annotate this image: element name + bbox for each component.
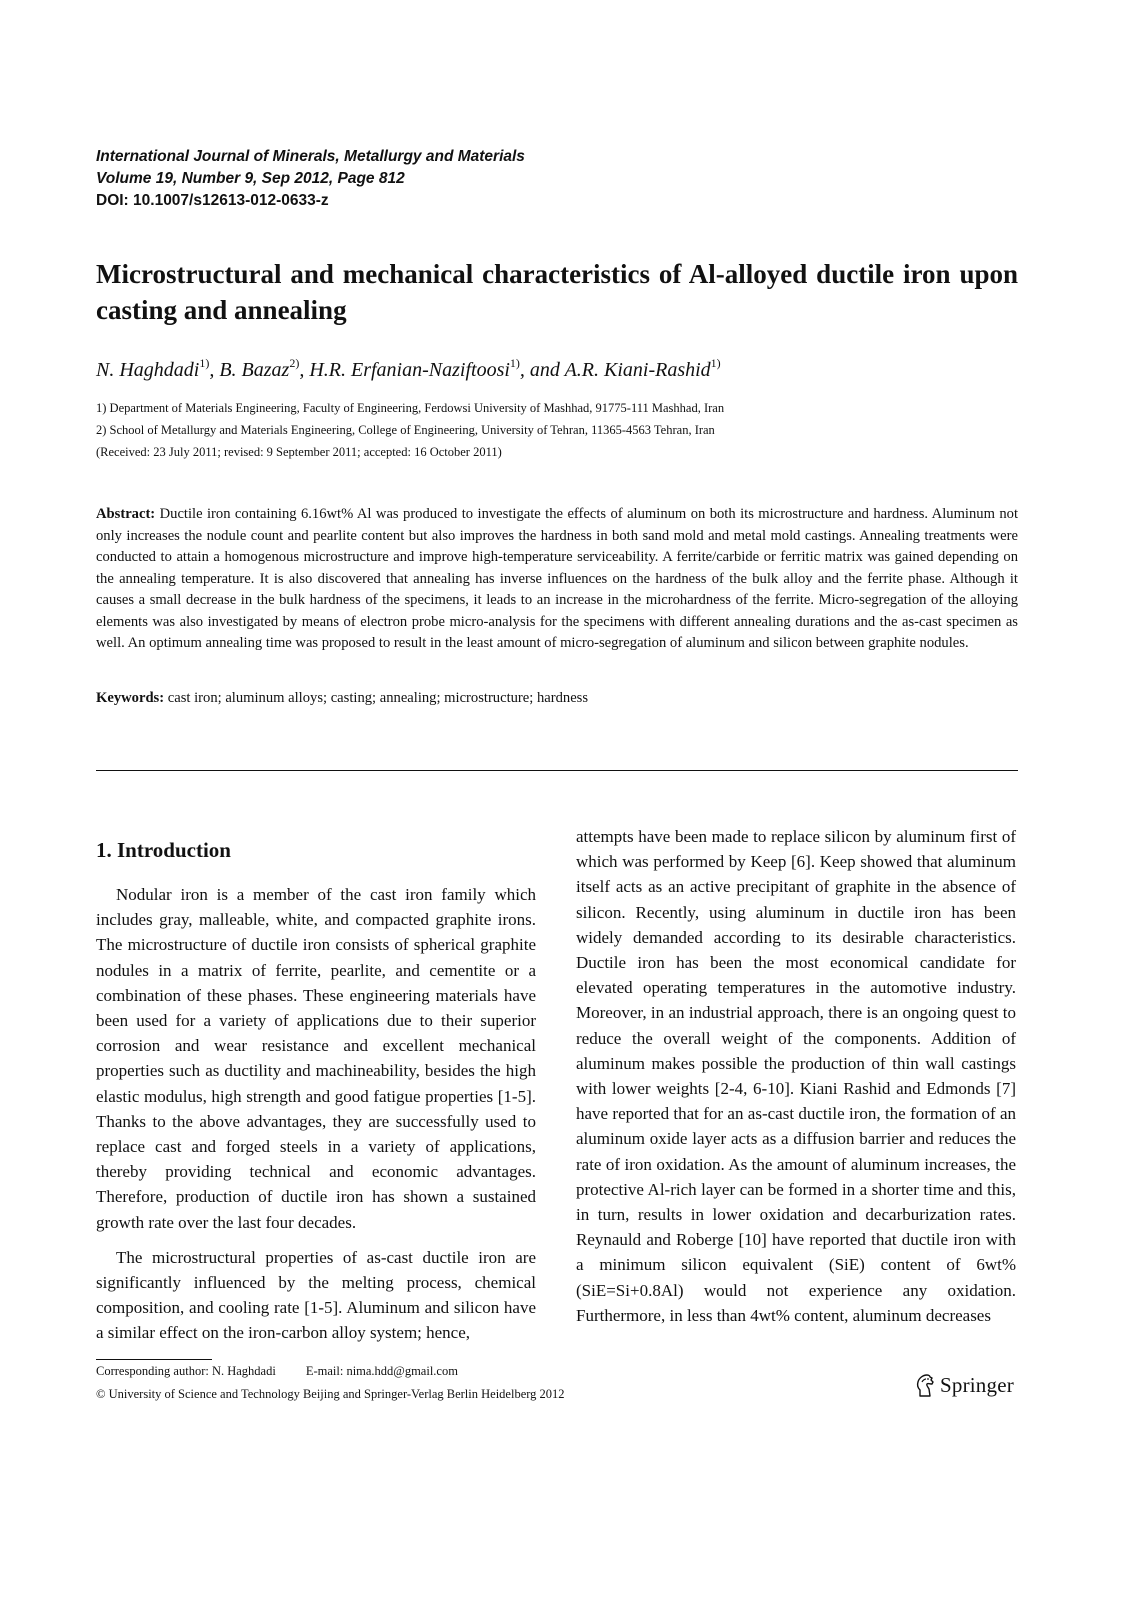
author-affil-mark: 1) <box>199 356 210 370</box>
journal-name: International Journal of Minerals, Metallurgy and Materials <box>96 148 525 165</box>
affiliation-1: 1) Department of Materials Engineering, Faculty of Engineering, Ferdowsi University of Mashhad, 91775-111 Mashhad, Iran <box>96 401 725 415</box>
author-name: H.R. Erfanian-Naziftoosi <box>309 359 510 381</box>
intro-paragraph-2: The microstructural properties of as-cast ductile iron are significantly influenced by the melting process, chemical composition, and cooling rate [1-5]. Aluminum and silicon have a similar effect on the iron-carbon alloy system; hence, <box>96 1247 536 1343</box>
column-right <box>576 824 1016 1328</box>
corresponding-author-note <box>96 1362 458 1380</box>
journal-volume: Volume 19, Number 9, Sep 2012, Page 812 <box>96 170 405 187</box>
author-email: E-mail: nima.hdd@gmail.com <box>305 1364 458 1378</box>
received-dates: (Received: 23 July 2011; revised: 9 September 2011; accepted: 16 October 2011) <box>96 445 502 459</box>
keywords <box>96 688 1018 709</box>
author-affil-mark: 1) <box>509 356 520 370</box>
author-affil-mark: 1) <box>710 356 721 370</box>
abstract-label: Abstract: <box>96 506 156 522</box>
author-name: B. Bazaz <box>219 359 290 381</box>
intro-paragraph-1: Nodular iron is a member of the cast iron family which includes gray, malleable, white, and compacted graphite irons. The microstructure of ductile iron consists of spherical graphite nodules in a matrix of ferrite, pearlite, and cementite or a combination of these phases. These engineering materials have been used for a variety of applications due to their superior corrosion and wear resistance and excellent mechanical properties such as ductility and machineability, besides the high elastic modulus, high strength and good fatigue properties [1-5]. Thanks to the above advantages, they are successfully used to replace cast and forged steels in a variety of applications, thereby providing technical and economic advantages. Therefore, production of ductile iron has shown a sustained growth rate over the last four decades. <box>96 885 536 1232</box>
abstract-text: Ductile iron containing 6.16wt% Al was produced to investigate the effects of aluminum on both its microstructure and hardness. Aluminum not only increases the nodule count and pearlite content but also improves the hardness in both sand mold and metal mold castings. Annealing treatments were conducted to attain a homogenous microstructure and improve high-temperature serviceability. A ferrite/carbide or ferritic matrix was gained depending on the annealing temperature. It is also discovered that annealing has inverse influences on the hardness of the bulk alloy and the ferrite phase. Although it causes a small decrease in the bulk hardness of the specimens, it leads to an increase in the microhardness of the ferrite. Micro-segregation of the alloying elements was also investigated by means of electron probe micro-analysis for the specimens with different annealing durations and the as-cast specimen as well. An optimum annealing time was proposed to result in the least amount of micro-segregation of aluminum and silicon between graphite nodules. <box>96 506 1018 651</box>
author-separator: , <box>209 359 220 381</box>
author-list <box>96 356 1018 384</box>
intro-paragraph-continued: attempts have been made to replace silicon by aluminum first of which was performed by Keep [6]. Keep showed that aluminum itself acts as an active precipitant of graphite in the absence of silicon. Recently, using aluminum in ductile iron has been widely demanded according to its desirable characteristics. Ductile iron has been the most economical candidate for elevated operating temperatures in the automotive industry. Moreover, in an industrial approach, there is an ongoing quest to reduce the overall weight of the components. Addition of aluminum makes possible the production of thin wall castings with lower weights [2-4, 6-10]. Kiani Rashid and Edmonds [7] have reported that for an as-cast ductile iron, the formation of an aluminum oxide layer acts as a diffusion barrier and reduces the rate of iron oxidation. As the amount of aluminum increases, the protective Al-rich layer can be formed in a shorter time and this, in turn, results in lower oxidation and decarburization rates. Reynauld and Roberge [10] have reported that ductile iron with a minimum silicon equivalent (SiE) content of 6wt% (SiE=Si+0.8Al) would not experience any oxidation. Furthermore, in less than 4wt% content, aluminum decreases <box>576 827 1016 1325</box>
abstract <box>96 504 1018 655</box>
paper-title: Microstructural and mechanical characteristics of Al-alloyed ductile iron upon casting and annealing <box>96 259 1018 325</box>
keywords-text: cast iron; aluminum alloys; casting; annealing; microstructure; hardness <box>167 690 589 706</box>
publisher-logo <box>914 1370 1018 1400</box>
author-name: N. Haghdadi <box>96 359 200 381</box>
author-name: A.R. Kiani-Rashid <box>564 359 711 381</box>
corresponding-author: Corresponding author: N. Haghdadi <box>96 1364 276 1378</box>
copyright-note: © University of Science and Technology Beijing and Springer-Verlag Berlin Heidelberg 2012 <box>96 1387 565 1401</box>
author-separator: , <box>299 359 310 381</box>
keywords-label: Keywords: <box>96 690 165 706</box>
section-divider <box>96 770 1018 771</box>
section-heading: 1. Introduction <box>96 838 231 862</box>
affiliation-2: 2) School of Metallurgy and Materials Engineering, College of Engineering, University of Tehran, 11365-4563 Tehran, Iran <box>96 423 715 437</box>
springer-knight-icon <box>914 1372 936 1398</box>
author-separator: , and <box>519 359 565 381</box>
author-affil-mark: 2) <box>289 356 300 370</box>
publisher-name: Springer <box>940 1372 1014 1397</box>
column-left <box>96 824 536 1346</box>
journal-header <box>96 146 796 212</box>
footnote-rule <box>96 1359 212 1360</box>
doi: DOI: 10.1007/s12613-012-0633-z <box>96 192 329 209</box>
